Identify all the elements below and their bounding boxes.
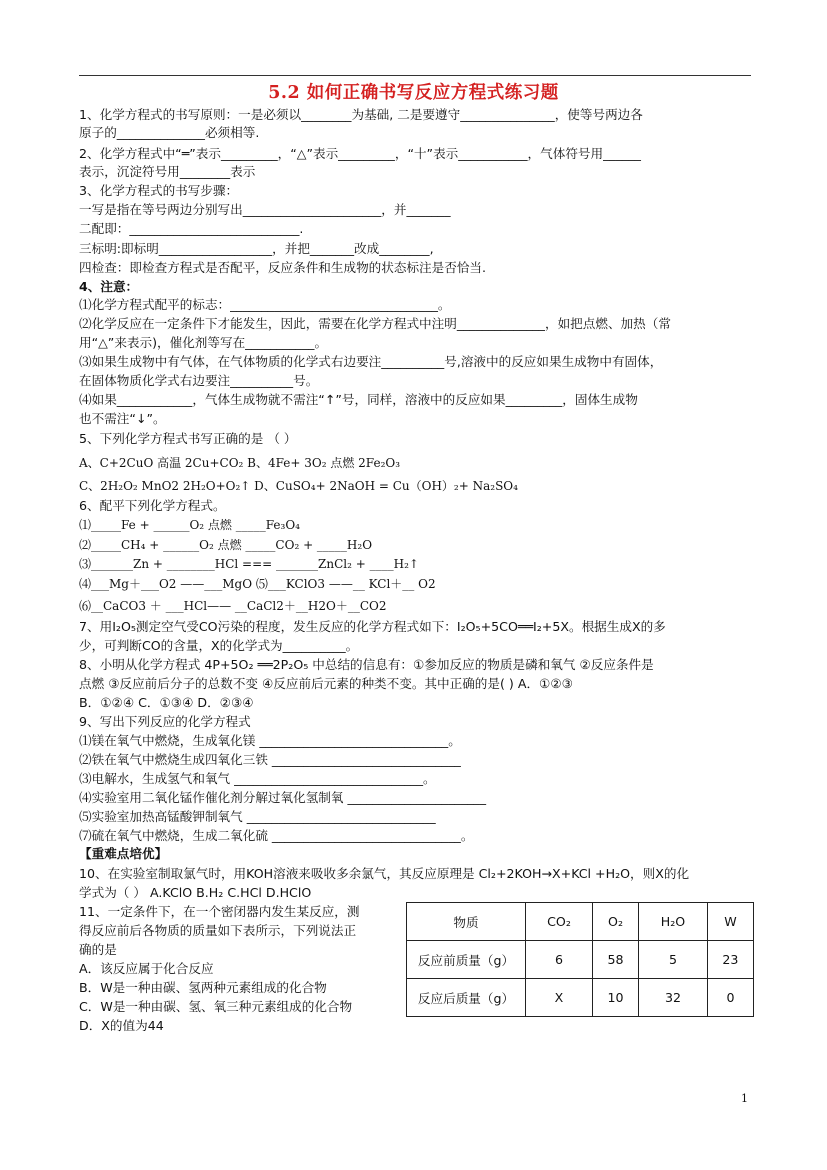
section-heading: 4、注意：	[79, 279, 139, 294]
text-line: ⑶电解水，生成氢气和氧气 ______________________________。	[79, 771, 436, 786]
header-rule	[79, 75, 751, 76]
text-line: 原子的______________必须相等.	[79, 125, 260, 140]
text-line: ⑵化学反应在一定条件下才能发生，因此，需要在化学方程式中注明______________，如把点燃、加热（常	[79, 316, 671, 331]
table-header-cell: W	[707, 903, 753, 941]
question-11: 11、一定条件下，在一个密闭器内发生某反应，测	[79, 904, 360, 919]
option-a: A．该反应属于化合反应	[79, 961, 214, 976]
table-header-cell: O₂	[593, 903, 639, 941]
text-line: 确的是	[79, 942, 117, 957]
text-line: 三标明:即标明__________________，并把_______改成________,	[79, 241, 434, 256]
option-b: B．W是一种由碳、氢两种元素组成的化合物	[79, 980, 327, 995]
table-row	[407, 941, 754, 979]
table-row	[407, 979, 754, 1017]
option-d: D．X的值为44	[79, 1018, 164, 1033]
text-line: ⑴化学方程式配平的标志：_________________________________。	[79, 297, 451, 312]
question-6: 6、配平下列化学方程式。	[79, 498, 226, 513]
table-cell: 32	[639, 979, 708, 1017]
option-line: A、C+2CuO 高温 2Cu+CO₂ B、4Fe+ 3O₂ 点燃 2Fe₂O₃	[79, 456, 401, 470]
table-header-cell: 物质	[407, 903, 526, 941]
table-cell: 5	[639, 941, 708, 979]
table-header-row	[407, 903, 754, 941]
text-line: ⑷如果____________，气体生成物就不需注“↑”号，同样，溶液中的反应如果_________，固体生成物	[79, 392, 638, 407]
text-line: 用“△”来表示)，催化剂等写在___________。	[79, 335, 328, 350]
table-cell: 0	[707, 979, 753, 1017]
text-line: 在固体物质化学式右边要注__________号。	[79, 373, 319, 388]
text-line: 少，可判断CO的含量，X的化学式为__________。	[79, 638, 359, 653]
option-c: C．W是一种由碳、氢、氧三种元素组成的化合物	[79, 999, 353, 1014]
mass-table	[406, 902, 754, 1017]
text-line: ⑵铁在氧气中燃烧生成四氧化三铁 ______________________________	[79, 752, 461, 767]
text-line: ⑶如果生成物中有气体，在气体物质的化学式右边要注__________号,溶液中的反应如果生成物中有固体，	[79, 354, 663, 369]
text-line: ⑺硫在氧气中燃烧，生成二氧化硫 ______________________________。	[79, 828, 474, 843]
table-cell: 10	[593, 979, 639, 1017]
equation-line: ⑴_____Fe + ______O₂ 点燃 _____Fe₃O₄	[79, 518, 300, 532]
text-line: 点燃 ③反应前后分子的总数不变 ④反应前后元素的种类不变。其中正确的是( ) A．①②③	[79, 676, 573, 691]
page-number: 1	[741, 1092, 748, 1105]
text-line: 3、化学方程式的书写步骤：	[79, 183, 239, 198]
text-line: 学式为（ ） A.KClO B.H₂ C.HCl D.HClO	[79, 885, 312, 900]
text-line: B．①②④ C．①③④ D．②③④	[79, 695, 254, 710]
text-line: 四检查：即检查方程式是否配平，反应条件和生成物的状态标注是否恰当.	[79, 260, 487, 275]
table-cell: 6	[526, 941, 593, 979]
question-8: 8、小明从化学方程式 4P+5O₂ ══2P₂O₅ 中总结的信息有：①参加反应的物质是磷和氧气 ②反应条件是	[79, 657, 654, 672]
table-cell: 反应前质量（g）	[407, 941, 526, 979]
table-cell: 58	[593, 941, 639, 979]
table-header-cell: H₂O	[639, 903, 708, 941]
text-line: 得反应前后各物质的质量如下表所示，下列说法正	[79, 923, 357, 938]
section-heading: 【重难点培优】	[79, 846, 168, 861]
equation-line: ⑵_____CH₄ + ______O₂ 点燃 _____CO₂ + _____H₂O	[79, 538, 373, 552]
question-5: 5、下列化学方程式书写正确的是 （ ）	[79, 431, 297, 446]
table-cell: 反应后质量（g）	[407, 979, 526, 1017]
question-10: 10、在实验室制取氯气时，用KOH溶液来吸收多余氯气，其反应原理是 Cl₂+2KOH→X+KCl +H₂O，则X的化	[79, 866, 690, 881]
text-line: 二配即：___________________________.	[79, 221, 304, 236]
text-line: ⑷实验室用二氧化锰作催化剂分解过氧化氢制氧 ______________________	[79, 790, 487, 805]
text-line: ⑴镁在氧气中燃烧，生成氧化镁 ______________________________。	[79, 733, 461, 748]
text-line: 一写是指在等号两边分别写出______________________，并_______	[79, 202, 451, 217]
question-9: 9、写出下列反应的化学方程式	[79, 714, 251, 729]
page-title: 5.2 如何正确书写反应方程式练习题	[268, 83, 559, 103]
equation-line: ⑹__CaCO3 ＋ ___HCl—— __CaCl2＋__H2O＋__CO2	[79, 599, 387, 613]
table-cell: X	[526, 979, 593, 1017]
text-line: 2、化学方程式中“═”表示_________，“△”表示_________，“十”表示___________，气体符号用______	[79, 146, 641, 161]
table-header-cell: CO₂	[526, 903, 593, 941]
equation-line: ⑷___Mg＋___O2 ——___MgO ⑸___KClO3 ——__ KCl＋__ O2	[79, 577, 436, 591]
text-line: 1、化学方程式的书写原则：一是必须以________为基础, 二是要遵守_______________，使等号两边各	[79, 107, 643, 122]
text-line: 表示，沉淀符号用________表示	[79, 164, 256, 179]
table-cell: 23	[707, 941, 753, 979]
text-line: ⑸实验室加热高锰酸钾制氧气 ______________________________	[79, 809, 436, 824]
option-line: C、2H₂O₂ MnO2 2H₂O+O₂↑ D、CuSO₄+ 2NaOH = Cu（OH）₂+ Na₂SO₄	[79, 479, 518, 493]
equation-line: ⑶_______Zn + ________HCl === _______ZnCl₂ + ____H₂↑	[79, 557, 419, 571]
question-7: 7、用I₂O₅测定空气受CO污染的程度，发生反应的化学方程式如下：I₂O₅+5CO══I₂+5X。根据生成X的多	[79, 619, 666, 634]
text-line: 也不需注“↓”。	[79, 411, 166, 426]
